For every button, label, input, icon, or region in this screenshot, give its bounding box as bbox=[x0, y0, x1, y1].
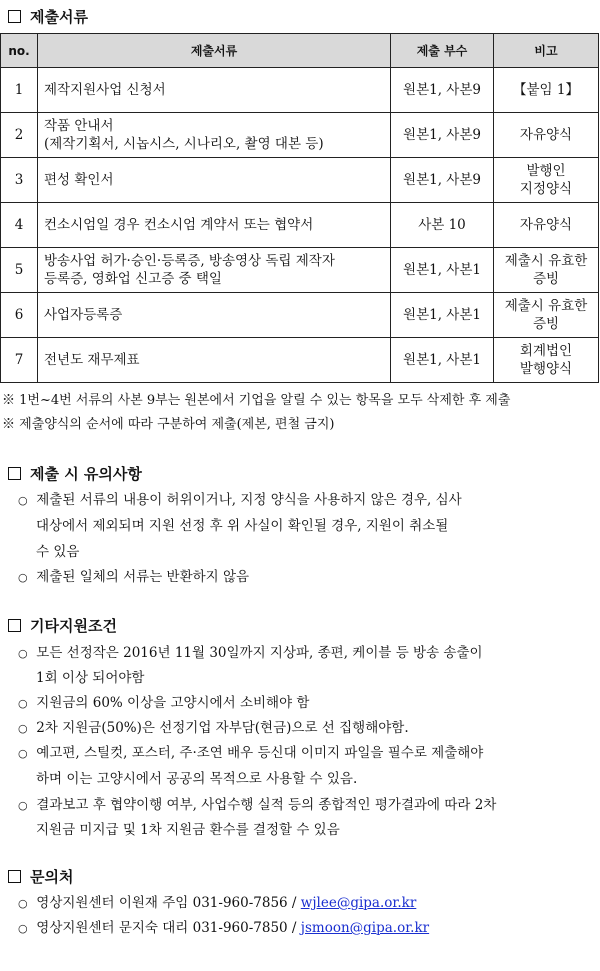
list-item bbox=[18, 641, 483, 666]
row-note bbox=[494, 338, 599, 383]
row-note-line1: 제출시 유효한 bbox=[504, 298, 588, 314]
circle-bullet-icon: ○ bbox=[18, 922, 28, 935]
row-copies: 원본1, 사본1 bbox=[391, 293, 494, 338]
row-no: 7 bbox=[1, 338, 38, 383]
row-doc bbox=[38, 203, 391, 248]
circle-bullet-icon: ○ bbox=[18, 697, 28, 710]
row-doc-line2: (제작기획서, 시놉시스, 시나리오, 촬영 대본 등) bbox=[44, 136, 324, 152]
row-note-line1: 발행인 bbox=[526, 163, 566, 179]
row-note bbox=[494, 68, 599, 113]
table-note: ※ 1번~4번 서류의 사본 9부는 원본에서 기업을 알릴 수 있는 항목을 모두 삭제한 후 제출 bbox=[2, 393, 511, 408]
row-copies: 원본1, 사본9 bbox=[391, 113, 494, 158]
row-note-line1: 회계법인 bbox=[519, 343, 573, 359]
list-item-continuation: 대상에서 제외되며 지원 선정 후 위 사실이 확인될 경우, 지원이 취소될 bbox=[36, 518, 449, 534]
list-item-text: 결과보고 후 협약이행 여부, 사업수행 실적 등의 종합적인 평가결과에 따라 2차 bbox=[36, 797, 497, 813]
checkbox-square-icon bbox=[8, 10, 21, 23]
contact-item bbox=[18, 916, 429, 941]
documents-table bbox=[0, 33, 599, 383]
email-link[interactable]: wjlee@gipa.or.kr bbox=[300, 895, 417, 911]
list-item-text: 예고편, 스틸컷, 포스터, 주·조연 배우 등신대 이미지 파일을 필수로 제출해야 bbox=[36, 745, 484, 761]
section-title-cautions bbox=[8, 463, 142, 484]
row-no: 4 bbox=[1, 203, 38, 248]
section-title-contact-label: 문의처 bbox=[30, 868, 74, 886]
circle-bullet-icon: ○ bbox=[18, 747, 28, 760]
row-copies: 사본 10 bbox=[391, 203, 494, 248]
row-note bbox=[494, 248, 599, 293]
table-header-row bbox=[1, 34, 599, 68]
row-doc-line1: 작품 안내서 bbox=[44, 118, 114, 134]
section-title-other bbox=[8, 615, 117, 636]
row-copies: 원본1, 사본9 bbox=[391, 68, 494, 113]
checkbox-square-icon bbox=[8, 619, 21, 632]
list-item bbox=[18, 488, 462, 513]
list-item-text: 지원금의 60% 이상을 고양시에서 소비해야 함 bbox=[36, 695, 310, 711]
list-item-text: 2차 지원금(50%)은 선정기업 자부담(현금)으로 선 집행해야함. bbox=[36, 720, 409, 736]
checkbox-square-icon bbox=[8, 467, 21, 480]
col-header-no: no. bbox=[1, 34, 38, 68]
list-item-text: 제출된 서류의 내용이 허위이거나, 지정 양식을 사용하지 않은 경우, 심사 bbox=[36, 492, 462, 508]
row-doc-line1: 사업자등록증 bbox=[44, 307, 123, 323]
circle-bullet-icon: ○ bbox=[18, 571, 28, 584]
table-row bbox=[1, 113, 599, 158]
table-row bbox=[1, 68, 599, 113]
section-title-cautions-label: 제출 시 유의사항 bbox=[30, 465, 142, 483]
circle-bullet-icon: ○ bbox=[18, 799, 28, 812]
list-item-continuation: 수 있음 bbox=[36, 544, 80, 560]
row-note bbox=[494, 203, 599, 248]
checkbox-square-icon bbox=[8, 870, 21, 883]
list-item bbox=[18, 793, 496, 818]
row-doc bbox=[38, 338, 391, 383]
row-note-line2: 증빙 bbox=[532, 271, 560, 287]
list-item-text: 제출된 일체의 서류는 반환하지 않음 bbox=[36, 569, 250, 585]
email-link[interactable]: jsmoon@gipa.or.kr bbox=[300, 920, 430, 936]
table-row bbox=[1, 158, 599, 203]
col-header-doc: 제출서류 bbox=[38, 34, 391, 68]
row-note bbox=[494, 293, 599, 338]
list-item-continuation: 하며 이는 고양시에서 공공의 목적으로 사용할 수 있음. bbox=[36, 771, 358, 787]
row-no: 1 bbox=[1, 68, 38, 113]
table-note: ※ 제출양식의 순서에 따라 구분하여 제출(제본, 편철 금지) bbox=[2, 417, 335, 432]
row-no: 2 bbox=[1, 113, 38, 158]
row-no: 6 bbox=[1, 293, 38, 338]
row-note-line1: 자유양식 bbox=[519, 127, 573, 143]
row-doc bbox=[38, 158, 391, 203]
table-row bbox=[1, 248, 599, 293]
list-item bbox=[18, 716, 409, 741]
row-note bbox=[494, 113, 599, 158]
row-doc bbox=[38, 113, 391, 158]
list-item-continuation: 지원금 미지급 및 1차 지원금 환수를 결정할 수 있음 bbox=[36, 822, 340, 838]
row-note-line2: 지정양식 bbox=[519, 181, 573, 197]
row-copies: 원본1, 사본1 bbox=[391, 338, 494, 383]
row-note-line1: 【붙임 1】 bbox=[513, 82, 579, 98]
list-item bbox=[18, 565, 249, 590]
row-note bbox=[494, 158, 599, 203]
col-header-note: 비고 bbox=[494, 34, 599, 68]
section-title-docs-label: 제출서류 bbox=[30, 8, 88, 26]
row-doc-line1: 방송사업 허가·승인·등록증, 방송영상 독립 제작자 bbox=[44, 253, 335, 269]
row-doc-line1: 제작지원사업 신청서 bbox=[44, 82, 166, 98]
list-item bbox=[18, 691, 309, 716]
contact-text: 영상지원센터 이원재 주임 031-960-7856 / bbox=[36, 895, 301, 911]
section-title-other-label: 기타지원조건 bbox=[30, 617, 117, 635]
row-note-line1: 자유양식 bbox=[519, 217, 573, 233]
row-doc-line2: 등록증, 영화업 신고증 중 택일 bbox=[44, 271, 222, 287]
list-item-continuation: 1회 이상 되어야함 bbox=[36, 670, 145, 686]
col-header-copies: 제출 부수 bbox=[391, 34, 494, 68]
circle-bullet-icon: ○ bbox=[18, 897, 28, 910]
row-copies: 원본1, 사본1 bbox=[391, 248, 494, 293]
section-title-contact bbox=[8, 866, 73, 887]
row-note-line1: 제출시 유효한 bbox=[504, 253, 588, 269]
table-row bbox=[1, 203, 599, 248]
row-copies: 원본1, 사본9 bbox=[391, 158, 494, 203]
row-no: 3 bbox=[1, 158, 38, 203]
list-item-text: 모든 선정작은 2016년 11월 30일까지 지상파, 종편, 케이블 등 방송 송출이 bbox=[36, 645, 483, 661]
row-doc bbox=[38, 68, 391, 113]
row-doc-line1: 전년도 재무제표 bbox=[44, 352, 140, 368]
circle-bullet-icon: ○ bbox=[18, 722, 28, 735]
row-doc bbox=[38, 293, 391, 338]
contact-item bbox=[18, 891, 416, 916]
contact-text: 영상지원센터 문지숙 대리 031-960-7850 / bbox=[36, 920, 301, 936]
row-note-line2: 증빙 bbox=[532, 316, 560, 332]
row-doc-line1: 편성 확인서 bbox=[44, 172, 114, 188]
row-note-line2: 발행양식 bbox=[519, 361, 573, 377]
list-item bbox=[18, 741, 483, 766]
circle-bullet-icon: ○ bbox=[18, 647, 28, 660]
row-doc bbox=[38, 248, 391, 293]
section-title-docs bbox=[8, 6, 88, 27]
table-row bbox=[1, 293, 599, 338]
circle-bullet-icon: ○ bbox=[18, 494, 28, 507]
row-no: 5 bbox=[1, 248, 38, 293]
table-row bbox=[1, 338, 599, 383]
row-doc-line1: 컨소시엄일 경우 컨소시엄 계약서 또는 협약서 bbox=[44, 217, 314, 233]
